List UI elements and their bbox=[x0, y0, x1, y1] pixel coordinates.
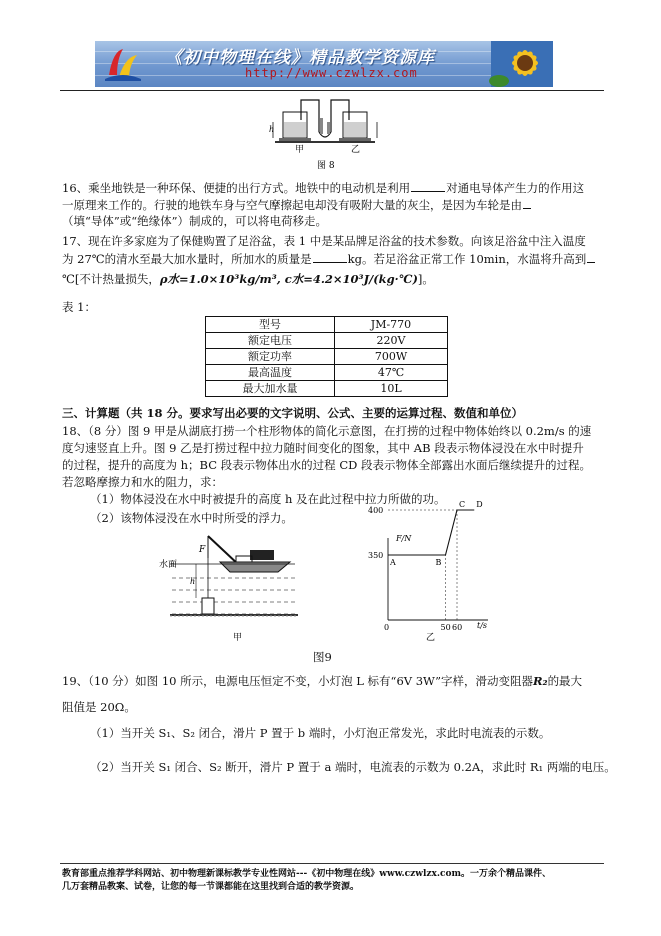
figure-9-left-diagram bbox=[150, 528, 300, 646]
q17-line1: 17、现在许多家庭为了保健购置了足浴盆，表 1 中是某品牌足浴盆的技术参数。向该足浴盆中注入温度 bbox=[62, 234, 586, 248]
fig9-F-label: F bbox=[199, 545, 206, 555]
chart-xlabel: t/s bbox=[477, 621, 488, 630]
spec-table bbox=[205, 316, 448, 397]
fig9-water-label: 水面 bbox=[159, 560, 178, 570]
table-row: 最高温度 47℃ bbox=[206, 365, 448, 381]
q19-line1: 19、（10 分）如图 10 所示，电源电压恒定不变，小灯泡 L 标有“6V 3W”字样，滑动变阻器R₂的最大 bbox=[62, 674, 583, 688]
sunflower-icon bbox=[491, 41, 553, 87]
chart-x-tick-label: 50 bbox=[440, 623, 451, 632]
figure-9-chart bbox=[360, 500, 495, 643]
fig8-label-left: 甲 bbox=[295, 145, 305, 155]
table-row: 额定功率 700W bbox=[206, 349, 448, 365]
q19-sub1: （1）当开关 S₁、S₂ 闭合，滑片 P 置于 b 端时，小灯泡正常发光，求此时电流表的示数。 bbox=[90, 726, 551, 740]
q18-line2: 度匀速竖直上升。图 9 乙是打捞过程中拉力随时间变化的图象，其中 AB 段表示物体浸没在水中时提升 bbox=[62, 441, 584, 455]
footer-divider bbox=[60, 863, 604, 864]
q19-sub2: （2）当开关 S₁ 闭合、S₂ 断开，滑片 P 置于 a 端时，电流表的示数为 0.2A，求此时 R₁ 两端的电压。 bbox=[90, 760, 616, 774]
chart-point-label: B bbox=[435, 558, 442, 567]
q18-line1: 18、（8 分）图 9 甲是从湖底打捞一个柱形物体的简化示意图，在打捞的过程中物体始终以 0.2m/s 的速 bbox=[62, 424, 592, 438]
fig8-caption: 图 8 bbox=[317, 161, 335, 171]
banner-url: http://www.czwlzx.com bbox=[245, 66, 418, 80]
table-row: 最大加水量 10L bbox=[206, 381, 448, 397]
banner-title: 《初中物理在线》精品教学资源库 bbox=[165, 48, 435, 68]
fig9-right-label: 乙 bbox=[426, 633, 436, 643]
q19-line2: 阻值是 20Ω。 bbox=[62, 700, 136, 714]
q16-line2: 一原理来工作的。行驶的地铁车身与空气摩擦起电却没有吸附大量的灰尘，是因为车轮是由 bbox=[62, 197, 532, 213]
q17-line3: ℃[不计热量损失，ρ水=1.0×10³kg/m³, c水=4.2×10³J/(kg·℃)]。 bbox=[62, 272, 434, 286]
header-divider bbox=[60, 90, 604, 91]
figure-8-diagram bbox=[265, 92, 385, 172]
chart-point-label: A bbox=[390, 558, 396, 567]
table1-label: 表 1： bbox=[62, 300, 96, 314]
chart-point-label: C bbox=[459, 500, 466, 509]
fig8-h-label: h bbox=[269, 125, 275, 134]
q18-line4: 若忽略摩擦力和水的阻力，求： bbox=[62, 475, 223, 489]
fig9-caption: 图9 bbox=[313, 650, 332, 664]
chart-series-line bbox=[388, 510, 474, 555]
section-heading: 三、计算题（共 18 分。要求写出必要的文字说明、公式、主要的运算过程、数值和单位） bbox=[62, 406, 524, 420]
answer-blank bbox=[411, 180, 445, 192]
chart-point-label: D bbox=[476, 500, 483, 509]
fig9-left-label: 甲 bbox=[233, 633, 243, 643]
q18-line3: 的过程，提升的高度为 h；BC 段表示物体出水的过程 CD 段表示物体全部露出水面后继续提升的过程。 bbox=[62, 458, 592, 472]
chart-y-tick-label: 400 bbox=[368, 506, 384, 515]
table-row: 型号 JM-770 bbox=[206, 317, 448, 333]
q16-line3: （填“导体”或“绝缘体”）制成的，可以将电荷移走。 bbox=[62, 214, 328, 228]
header-banner bbox=[95, 41, 553, 87]
q16-line1: 16、乘坐地铁是一种环保、便捷的出行方式。地铁中的电动机是利用 对通电导体产生力的作用这 bbox=[62, 181, 585, 195]
footer-line1: 教育部重点推荐学科网站、初中物理新课标教学专业性网站---《初中物理在线》www.czwlzx.com。一万余个精品课件、 bbox=[62, 869, 552, 879]
answer-blank bbox=[523, 197, 531, 209]
q17-line2: 为 27℃的清水至最大加水量时，所加水的质量是 kg。若足浴盆正常工作 10min，水温将升高到 bbox=[62, 251, 596, 267]
chart-x-tick-label: 60 bbox=[452, 623, 463, 632]
site-logo-icon bbox=[103, 45, 143, 83]
q18-sub2: （2）该物体浸没在水中时所受的浮力。 bbox=[90, 511, 293, 525]
chart-ylabel: F/N bbox=[396, 534, 412, 543]
answer-blank bbox=[587, 251, 595, 263]
fig9-h-label: h bbox=[190, 577, 196, 586]
q18-sub1: （1）物体浸没在水中时被提升的高度 h 及在此过程中拉力所做的功。 bbox=[90, 492, 446, 506]
answer-blank bbox=[313, 251, 347, 263]
footer-line2: 几万套精品教案、试卷，让您的每一节课都能在这里找到合适的教学资源。 bbox=[62, 882, 360, 892]
table-row: 额定电压 220V bbox=[206, 333, 448, 349]
chart-y-tick-label: 350 bbox=[368, 551, 384, 560]
fig8-label-right: 乙 bbox=[351, 145, 361, 155]
chart-x-tick-label: 0 bbox=[384, 623, 390, 632]
q17-formula: ρ水=1.0×10³kg/m³, c水=4.2×10³J/(kg·℃) bbox=[159, 272, 418, 286]
